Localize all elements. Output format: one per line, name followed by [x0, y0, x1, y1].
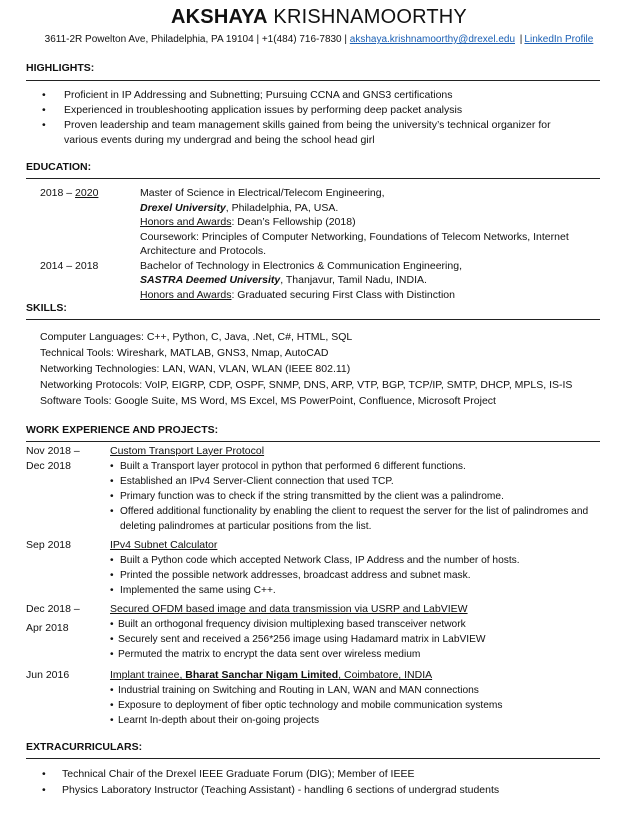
highlights-list: [26, 88, 586, 148]
email-link[interactable]: akshaya.krishnamoorthy@drexel.edu: [349, 34, 516, 45]
school-name: Drexel University: [140, 201, 226, 214]
job-date-end: Dec 2018: [26, 460, 71, 472]
school-location: , Philadelphia, PA, USA.: [225, 201, 339, 214]
skills-line: Networking Protocols: VoIP, EIGRP, CDP, OSPF, SNMP, DNS, ARP, VTP, BGP, TCP/IP, SMTP, DHCP, MPLS, IS-IS: [40, 379, 573, 391]
education-entry: [40, 259, 600, 303]
highlight-item: [26, 103, 586, 118]
job-bullet-text: Built a Python code which accepted Network Class, IP Address and the number of hosts.: [120, 555, 520, 566]
bullet-icon: •: [110, 715, 114, 726]
job-date: [26, 538, 106, 553]
date-end: 2020: [75, 187, 99, 199]
job-bullets: [110, 617, 600, 662]
job-organization: Bharat Sanchar Nigam Limited: [185, 669, 339, 681]
skills-section: [40, 329, 600, 409]
contact-line: [0, 34, 638, 45]
school-location: , Thanjavur, Tamil Nadu, INDIA.: [280, 274, 427, 286]
job-bullet-text: Primary function was to check if the string transmitted by the client was a palindrome.: [120, 491, 504, 502]
highlight-item: [26, 118, 586, 148]
experience-heading: WORK EXPERIENCE AND PROJECTS:: [26, 424, 219, 436]
bullet-icon: •: [110, 476, 114, 487]
job-body: [110, 602, 600, 662]
bullet-icon: •: [110, 491, 114, 502]
bullet-icon: •: [110, 634, 114, 645]
job-bullet-text: Built an orthogonal frequency division multiplexing based transceiver network: [118, 619, 466, 630]
job-bullet: [110, 459, 600, 474]
job-date: [26, 444, 106, 474]
job-entry: [26, 444, 600, 534]
bullet-icon: •: [110, 700, 114, 711]
extracurricular-item: [26, 766, 586, 782]
job-bullet-text: Built a Transport layer protocol in python that performed 6 different functions.: [120, 461, 466, 472]
bullet-icon: •: [42, 784, 46, 796]
job-bullet-text: Established an IPv4 Server-Client connection that used TCP.: [120, 476, 394, 487]
job-bullet: [110, 698, 600, 713]
bullet-icon: •: [110, 649, 114, 660]
honors-text: : Dean’s Fellowship (2018): [231, 216, 356, 228]
contact-separator: |: [519, 34, 523, 45]
extracurriculars-list: [26, 766, 586, 798]
bullet-icon: •: [42, 104, 46, 116]
job-bullet: [110, 553, 600, 568]
extracurriculars-divider: [26, 758, 600, 759]
skills-line: Technical Tools: Wireshark, MATLAB, GNS3, Nmap, AutoCAD: [40, 347, 329, 359]
bullet-icon: •: [110, 619, 114, 630]
job-date: [26, 668, 106, 683]
job-bullet: [110, 617, 600, 632]
school-line: [140, 273, 600, 288]
education-details: [140, 186, 600, 259]
bullet-icon: •: [110, 570, 114, 581]
job-date: [26, 602, 106, 636]
job-bullet: [110, 474, 600, 489]
job-bullets: [110, 683, 600, 728]
job-entry: [26, 602, 600, 664]
job-body: [110, 538, 600, 598]
date-start: 2018 –: [40, 187, 76, 199]
job-entry: [26, 538, 600, 600]
job-body: [110, 668, 600, 728]
job-entry: [26, 668, 600, 730]
job-bullet: [110, 568, 600, 583]
education-divider: [26, 178, 600, 179]
highlight-text: Proven leadership and team management skills gained from being the university’s technical organizer for various events during my undergrad and being the school head girl: [64, 119, 551, 146]
bullet-icon: •: [110, 461, 114, 472]
bullet-icon: •: [110, 555, 114, 566]
honors-label: Honors and Awards: [140, 288, 232, 301]
education-entry: [40, 186, 600, 259]
job-title: IPv4 Subnet Calculator: [110, 539, 218, 551]
bullet-icon: •: [110, 685, 114, 696]
education-heading: EDUCATION:: [26, 161, 92, 173]
job-date-start: Jun 2016: [26, 669, 70, 681]
address-phone: 3611-2R Powelton Ave, Philadelphia, PA 19104 | +1(484) 716-7830 |: [44, 34, 347, 45]
degree: Bachelor of Technology in Electronics & Communication Engineering,: [140, 259, 462, 272]
job-bullets: [110, 459, 600, 534]
skills-heading: SKILLS:: [26, 302, 67, 314]
education-section: [40, 186, 600, 302]
highlights-heading: HIGHLIGHTS:: [26, 62, 95, 74]
degree: Master of Science in Electrical/Telecom Engineering,: [140, 187, 385, 199]
highlight-text: Experienced in troubleshooting application issues by performing deep packet analysis: [64, 104, 463, 116]
job-body: [110, 444, 600, 534]
job-bullet-text: Securely sent and received a 256*256 image using Hadamard matrix in LabVIEW: [118, 634, 486, 645]
last-name: KRISHNAMOORTHY: [273, 6, 467, 28]
job-bullet: [110, 583, 600, 598]
job-bullets: [110, 553, 600, 598]
extracurriculars-heading: EXTRACURRICULARS:: [26, 741, 143, 753]
education-date: [40, 186, 140, 259]
school-name: SASTRA Deemed University: [140, 274, 281, 286]
education-details: [140, 259, 600, 303]
first-name: AKSHAYA: [171, 6, 268, 28]
bullet-icon: •: [42, 89, 46, 101]
job-date-start: Dec 2018 –: [26, 603, 80, 615]
job-date-end: Apr 2018: [26, 622, 69, 634]
job-title: Secured OFDM based image and data transmission via USRP and LabVIEW: [110, 603, 468, 615]
honors-label: Honors and Awards: [140, 216, 232, 228]
job-title: [110, 668, 600, 683]
experience-divider: [26, 441, 600, 442]
skills-line: Computer Languages: C++, Python, C, Java, .Net, C#, HTML, SQL: [40, 331, 353, 343]
candidate-name: [0, 6, 638, 29]
coursework: Coursework: Principles of Computer Networking, Foundations of Telecom Networks, Internet Architecture and Protocols.: [140, 230, 569, 257]
job-bullet: [110, 489, 600, 504]
bullet-icon: •: [42, 119, 46, 131]
job-bullet: [110, 504, 600, 534]
job-bullet: [110, 713, 600, 728]
job-bullet: [110, 632, 600, 647]
highlight-text: Proficient in IP Addressing and Subnetting; Pursuing CCNA and GNS3 certifications: [64, 89, 453, 101]
skills-line: Networking Technologies: LAN, WAN, VLAN, WLAN (IEEE 802.11): [40, 363, 351, 375]
bullet-icon: •: [110, 585, 114, 596]
job-bullet-text: Learnt In-depth about their on-going projects: [118, 715, 320, 726]
job-bullet-text: Exposure to deployment of fiber optic technology and mobile communication systems: [118, 700, 503, 711]
extracurricular-item: [26, 782, 586, 798]
job-date-start: Nov 2018 –: [26, 445, 80, 457]
job-bullet-text: Industrial training on Switching and Routing in LAN, WAN and MAN connections: [118, 685, 479, 696]
job-bullet-text: Permuted the matrix to encrypt the data sent over wireless medium: [118, 649, 421, 660]
extracurricular-text: Technical Chair of the Drexel IEEE Graduate Forum (DIG); Member of IEEE: [62, 768, 415, 780]
job-role: Implant trainee,: [110, 669, 186, 681]
job-bullet: [110, 647, 600, 662]
bullet-icon: •: [42, 768, 46, 780]
job-date-start: Sep 2018: [26, 539, 71, 551]
school-line: [140, 201, 600, 216]
extracurricular-text: Physics Laboratory Instructor (Teaching Assistant) - handling 6 sections of undergrad students: [62, 784, 500, 796]
job-bullet-text: Offered additional functionality by enabling the client to request the server for the list of palindromes and deleting palindromes at particular positions from the list.: [120, 506, 589, 532]
honors-line: [140, 215, 600, 230]
job-bullet-text: Printed the possible network addresses, broadcast address and subnet mask.: [120, 570, 471, 581]
highlight-item: [26, 88, 586, 103]
job-bullet-text: Implemented the same using C++.: [120, 585, 276, 596]
honors-text: : Graduated securing First Class with Distinction: [231, 288, 455, 301]
linkedin-link[interactable]: LinkedIn Profile: [524, 34, 594, 45]
skills-divider: [26, 319, 600, 320]
highlights-divider: [26, 80, 600, 81]
honors-line: [140, 288, 600, 303]
education-date: 2014 – 2018: [40, 259, 99, 272]
job-location: , Coimbatore, INDIA: [338, 669, 433, 681]
skills-line: Software Tools: Google Suite, MS Word, MS Excel, MS PowerPoint, Confluence, Microsoft Project: [40, 395, 496, 407]
job-bullet: [110, 683, 600, 698]
job-title: Custom Transport Layer Protocol: [110, 445, 265, 457]
bullet-icon: •: [110, 506, 114, 517]
